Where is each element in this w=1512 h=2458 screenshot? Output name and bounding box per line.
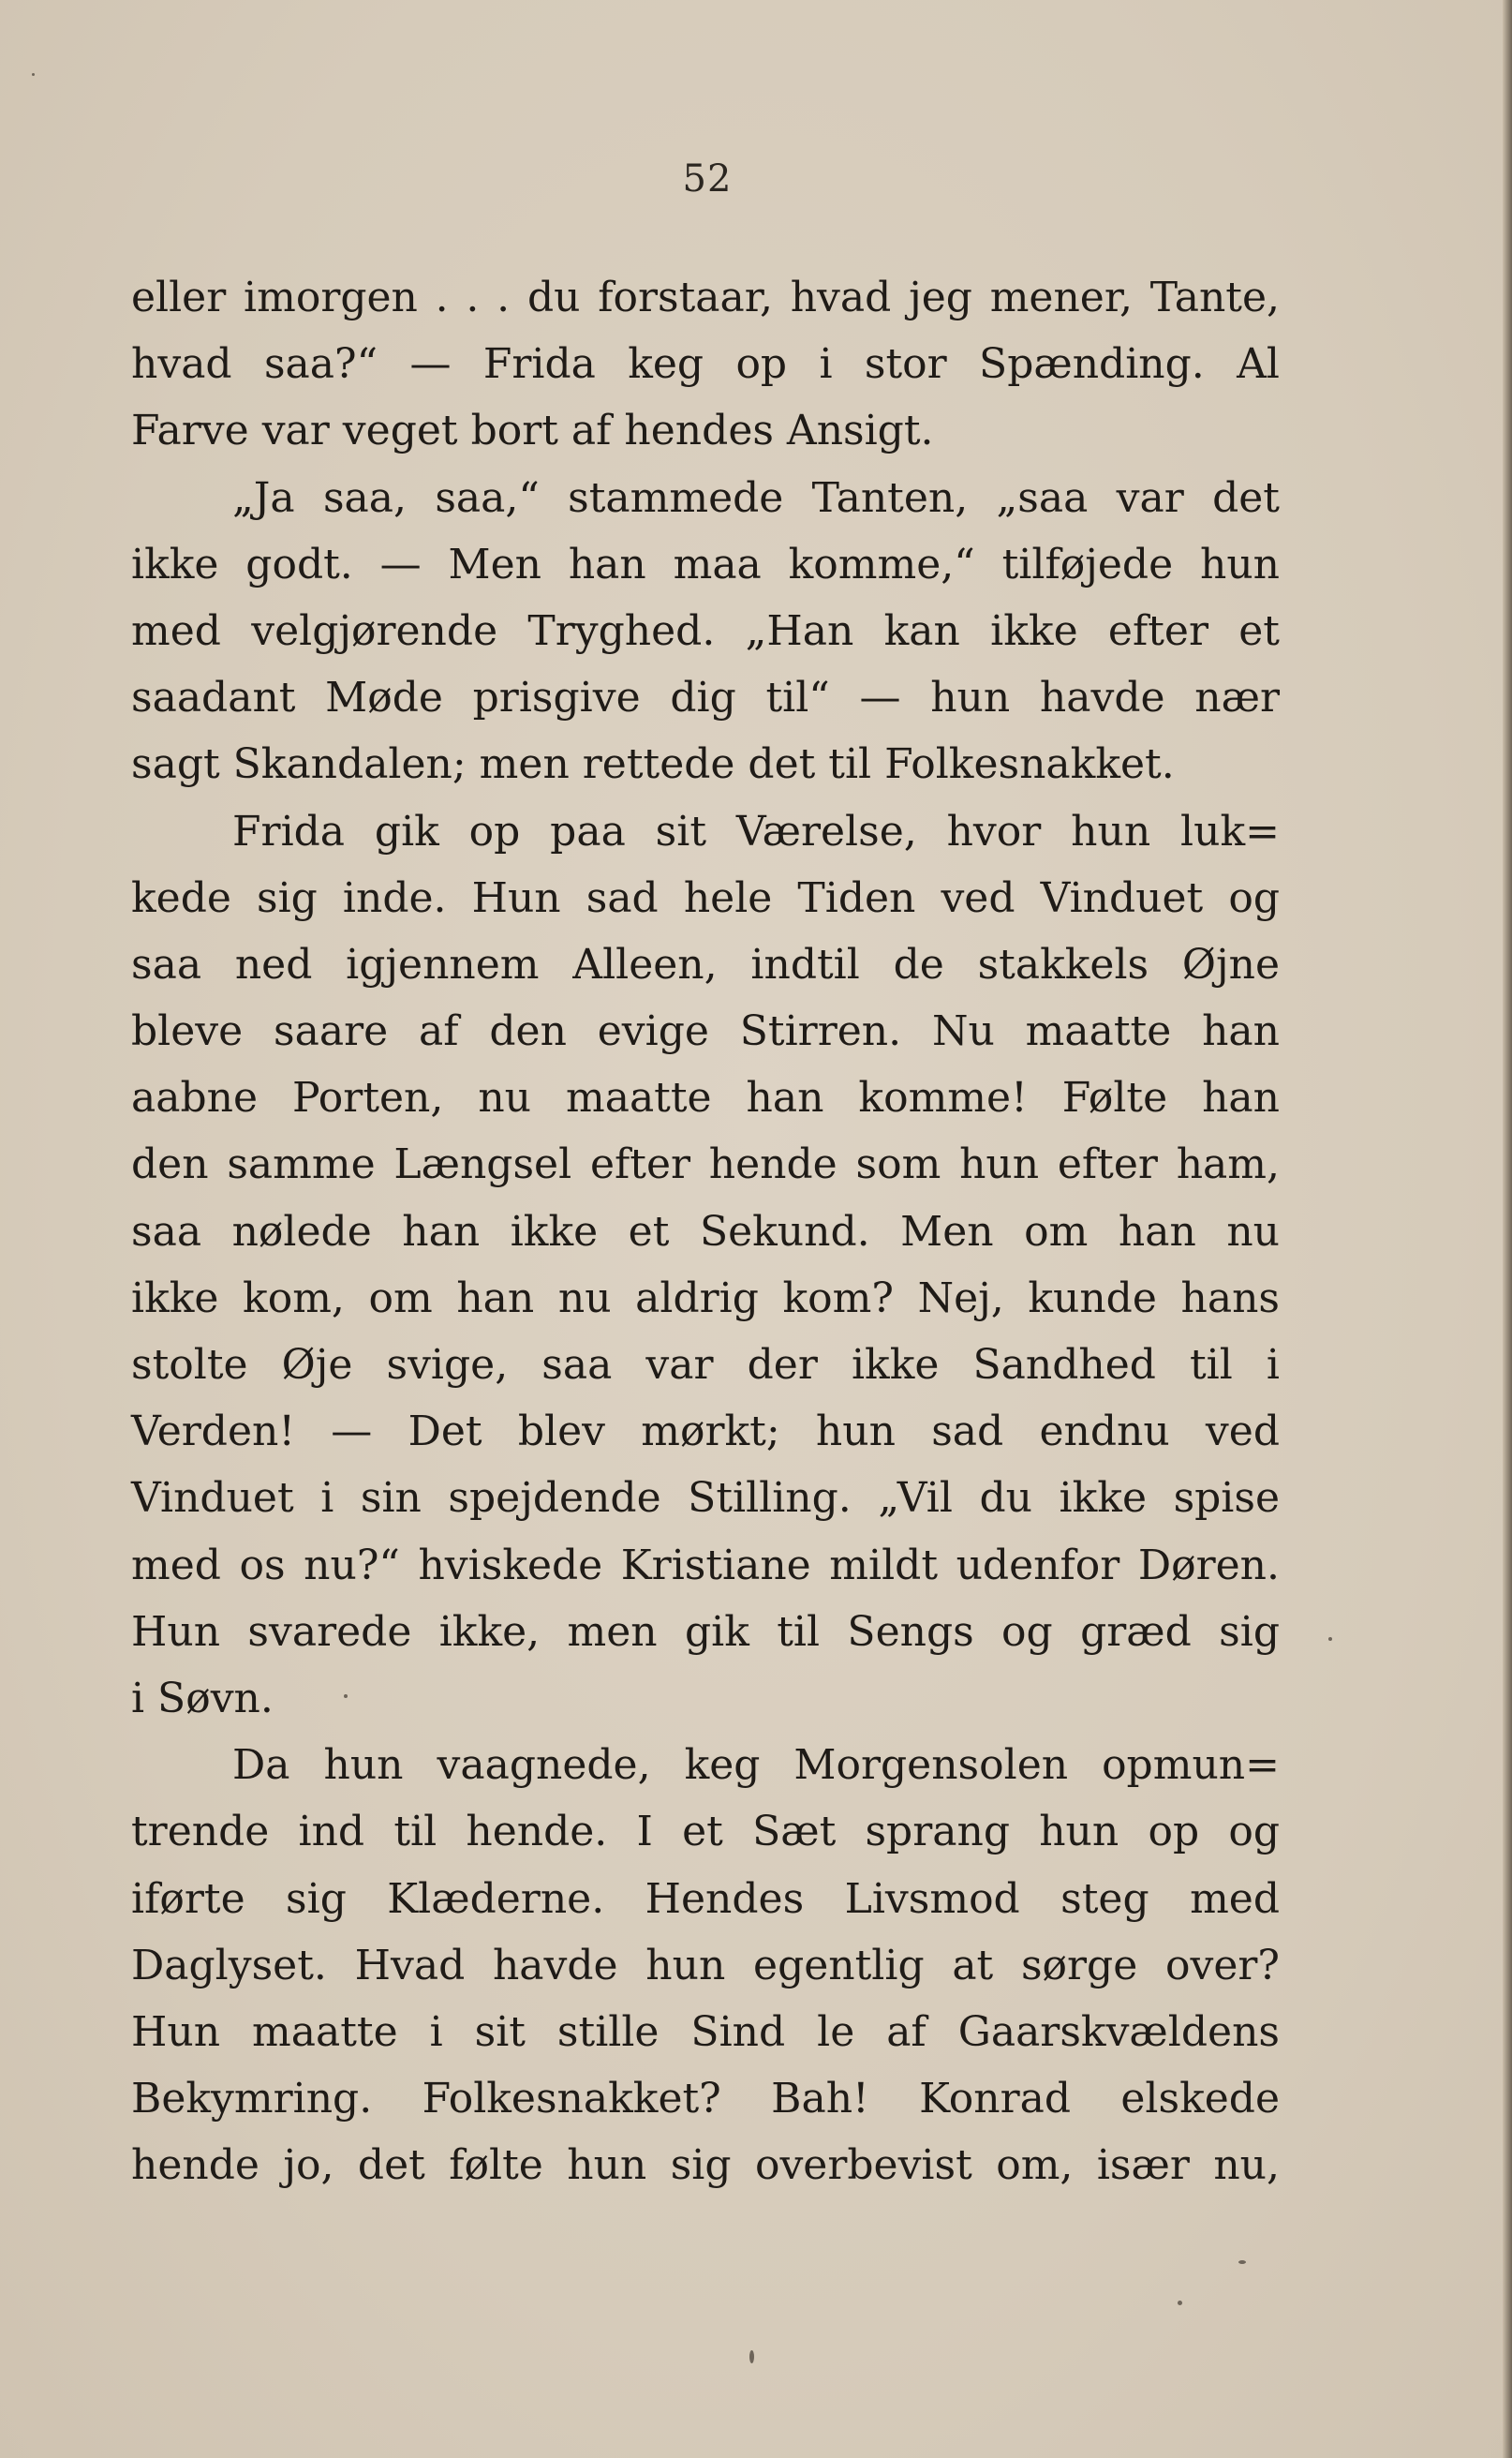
text-line: sagt Skandalen; men rettede det til Folkesnakket.	[131, 740, 1175, 789]
text-line: Daglyset. Hvad havde hun egentlig at sørge over?	[131, 1941, 1280, 1989]
text-line: med os nu?“ hviskede Kristiane mildt udenfor Døren.	[131, 1541, 1280, 1589]
text-line: saa ned igjennem Alleen, indtil de stakkels Øjne	[131, 940, 1280, 989]
text-line: kede sig inde. Hun sad hele Tiden ved Vinduet og	[131, 873, 1280, 922]
text-line: iførte sig Klæderne. Hendes Livsmod steg med	[131, 1874, 1280, 1923]
text-line: Hun svarede ikke, men gik til Sengs og græd sig	[131, 1607, 1280, 1656]
text-line: hvad saa?“ — Frida keg op i stor Spænding. Al	[131, 340, 1280, 389]
paper-speck	[1178, 2301, 1182, 2305]
text-line: Frida gik op paa sit Værelse, hvor hun luk=	[232, 807, 1280, 856]
text-line: trende ind til hende. I et Sæt sprang hun op og	[131, 1808, 1280, 1856]
text-line: Da hun vaagnede, keg Morgensolen opmun=	[232, 1741, 1280, 1790]
text-line: „Ja saa, saa,“ stammede Tanten, „saa var det	[232, 473, 1280, 522]
paper-speck	[32, 73, 35, 76]
text-line: i Søvn.	[131, 1674, 274, 1722]
text-line: den samme Længsel efter hende som hun efter ham,	[131, 1140, 1280, 1189]
text-line: Hun maatte i sit stille Sind le af Gaarskvældens	[131, 2007, 1280, 2056]
paper-speck	[749, 2350, 754, 2363]
text-line: Bekymring. Folkesnakket? Bah! Konrad elskede	[131, 2075, 1280, 2123]
text-line: aabne Porten, nu maatte han komme! Følte han	[131, 1074, 1280, 1123]
body-text	[131, 264, 1280, 2198]
text-line: eller imorgen . . . du forstaar, hvad jeg mener, Tante,	[131, 274, 1280, 321]
text-line: saadant Møde prisgive dig til“ — hun havde nær	[131, 674, 1280, 723]
text-line: Verden! — Det blev mørkt; hun sad endnu ved	[131, 1408, 1280, 1456]
paper-speck	[1328, 1637, 1332, 1641]
text-line: Farve var veget bort af hendes Ansigt.	[131, 407, 934, 455]
text-line: ikke kom, om han nu aldrig kom? Nej, kunde hans	[131, 1274, 1280, 1322]
page-number: 52	[682, 157, 733, 201]
page-edge-shadow	[1503, 0, 1512, 2458]
text-line: Vinduet i sin spejdende Stilling. „Vil du ikke spise	[131, 1474, 1280, 1523]
text-line: saa nølede han ikke et Sekund. Men om han nu	[131, 1207, 1280, 1256]
text-line: med velgjørende Tryghed. „Han kan ikke efter et	[131, 606, 1280, 655]
paper-speck	[344, 1694, 348, 1698]
text-line: bleve saare af den evige Stirren. Nu maatte han	[131, 1007, 1280, 1056]
text-line: hende jo, det følte hun sig overbevist om, især nu,	[131, 2141, 1280, 2190]
paper-speck	[1238, 2260, 1246, 2264]
text-line: ikke godt. — Men han maa komme,“ tilføjede hun	[131, 540, 1280, 588]
text-line: stolte Øje svige, saa var der ikke Sandhed til i	[131, 1341, 1280, 1389]
